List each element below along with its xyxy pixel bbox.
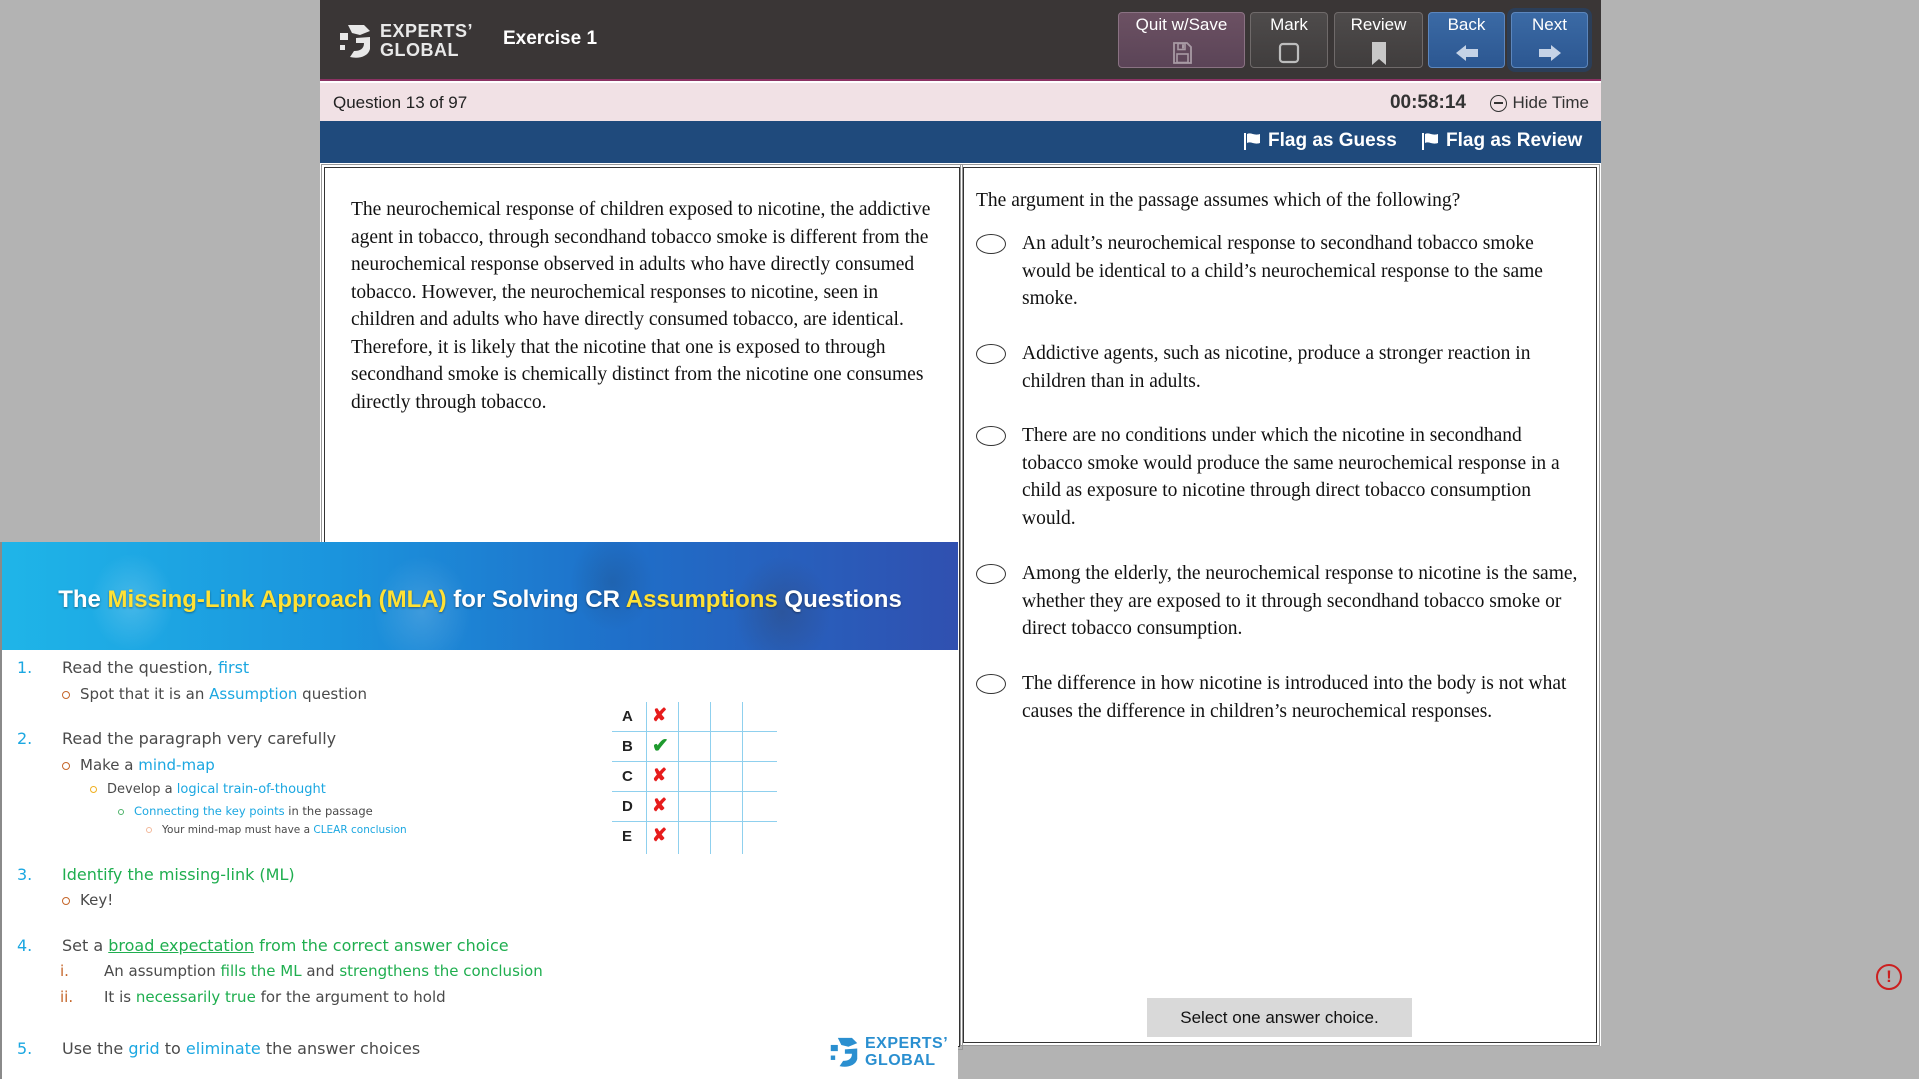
choice-text: An adult’s neurochemical response to secondhand tobacco smoke would be identical to a child’s neurochemical response to the same smoke.	[1022, 233, 1543, 309]
grid-row-e: E ✘	[622, 825, 668, 845]
logo-mark-icon	[338, 21, 372, 61]
radio-button[interactable]	[976, 344, 1006, 364]
hide-time-button[interactable]	[1490, 93, 1589, 113]
step-2-sub-1: Make a mind-map	[62, 756, 215, 774]
flag-icon	[1243, 132, 1261, 150]
timer: 00:58:14	[1389, 92, 1466, 113]
logo-mark-icon	[829, 1034, 859, 1070]
step-4-ii: ii. It is necessarily true for the argument to hold	[60, 988, 446, 1006]
back-label: Back	[1447, 15, 1486, 34]
floppy-disk-icon	[1170, 41, 1194, 65]
minus-circle-icon	[1490, 95, 1507, 112]
answer-choice-c[interactable]	[976, 422, 1586, 532]
checkbox-empty-icon	[1277, 41, 1301, 65]
step-2-sub-2: Develop a logical train-of-thought	[90, 782, 326, 797]
logo-line-1: EXPERTS’	[380, 21, 474, 41]
x-mark-icon: ✘	[652, 795, 668, 815]
select-one-hint: Select one answer choice.	[1147, 998, 1412, 1037]
slide-title: The Missing-Link Approach (MLA) for Solving CR Assumptions Questions	[58, 586, 902, 613]
flag-as-guess-label: Flag as Guess	[1268, 130, 1397, 151]
next-label: Next	[1532, 15, 1567, 34]
experts-global-logo	[338, 20, 473, 62]
radio-button[interactable]	[976, 234, 1006, 254]
next-button[interactable]	[1511, 12, 1588, 68]
choice-text: Addictive agents, such as nicotine, produce a stronger reaction in children than in adults.	[1022, 343, 1531, 392]
review-label: Review	[1350, 15, 1407, 34]
answer-choice-a[interactable]	[976, 230, 1586, 313]
flag-as-review-button[interactable]	[1421, 130, 1582, 152]
answer-choice-d[interactable]	[976, 560, 1586, 643]
bookmark-icon	[1367, 41, 1391, 65]
step-2-sub-4: Your mind-map must have a CLEAR conclusion	[146, 824, 407, 836]
grid-row-b: B ✔	[612, 732, 777, 762]
question-status-bar	[320, 83, 1601, 121]
quit-save-button[interactable]	[1118, 12, 1245, 68]
x-mark-icon: ✘	[652, 765, 668, 785]
arrow-left-icon	[1455, 41, 1479, 65]
elimination-grid	[612, 702, 777, 852]
quit-save-label: Quit w/Save	[1135, 15, 1228, 34]
choice-text: The difference in how nicotine is introduced into the body is not what causes the difference in children’s neurochemical responses.	[1022, 673, 1567, 722]
slide-banner	[2, 542, 958, 650]
logo-line-2: GLOBAL	[380, 40, 459, 60]
back-button[interactable]	[1428, 12, 1505, 68]
x-mark-icon: ✘	[652, 825, 668, 845]
radio-button[interactable]	[976, 564, 1006, 584]
alert-exclamation-icon[interactable]: !	[1876, 964, 1902, 990]
mark-button[interactable]	[1250, 12, 1328, 68]
exercise-title: Exercise 1	[503, 28, 598, 49]
answer-choice-b[interactable]	[976, 340, 1586, 395]
passage-text: The neurochemical response of children exposed to nicotine, the addictive agent in tobacco, through secondhand tobacco smoke is different from the neurochemical response observed in adults who have directly consumed tobacco. However, the neurochemical responses to nicotine, seen in children and adults who have directly consumed tobacco, are identical. Therefore, it is likely that the nicotine that one is exposed to through secondhand smoke is chemically distinct from the nicotine one consumes directly through tobacco.	[351, 199, 931, 413]
grid-row-d: D ✘	[612, 792, 777, 822]
mark-label: Mark	[1270, 15, 1308, 34]
radio-button[interactable]	[976, 674, 1006, 694]
step-4-i: i. An assumption fills the ML and strengthens the conclusion	[60, 962, 543, 980]
question-panel	[963, 167, 1597, 1043]
arrow-right-icon	[1538, 41, 1562, 65]
slide-experts-global-logo: EXPERTS’ GLOBAL	[829, 1034, 948, 1070]
grid-row-a: A ✘	[612, 702, 777, 732]
check-mark-icon: ✔	[652, 735, 669, 757]
step-2-sub-3: Connecting the key points in the passage	[118, 804, 373, 818]
hide-time-label: Hide Time	[1512, 93, 1589, 112]
question-counter: Question 13 of 97	[333, 93, 468, 112]
lesson-slide-overlay: The Missing-Link Approach (MLA) for Solving CR Assumptions Questions 1. Read the question, first Spot that it is an Assumption question 2. Read the paragraph very carefully Make a mind-map Develop a logical train-of-thought Connecting the key points in the passage Your mind-map must have a CLEAR conclusion 3. Identify the missing-link (ML) Key! 4. Set a broad expectation from the correct answer choice i. An assumption fills the ML and strengthens the conclusion ii. It is necessarily true for the argument to hold 5. Use the grid to eliminate the answer choices A ✘ B ✔ C ✘ D ✘ E ✘ EXPERTS’ GLOBAL	[0, 542, 958, 1079]
answer-choice-e[interactable]	[976, 670, 1586, 725]
flag-as-guess-button[interactable]	[1243, 130, 1397, 152]
flag-as-review-label: Flag as Review	[1446, 130, 1583, 151]
question-stem: The argument in the passage assumes which of the following?	[976, 190, 1461, 211]
x-mark-icon: ✘	[652, 705, 668, 725]
step-1-sub: Spot that it is an Assumption question	[62, 685, 367, 703]
step-3-sub: Key!	[62, 891, 113, 909]
flag-bar	[320, 121, 1601, 163]
flag-icon	[1421, 132, 1439, 150]
top-toolbar	[320, 0, 1601, 81]
grid-row-c: C ✘	[612, 762, 777, 792]
review-button[interactable]	[1334, 12, 1423, 68]
radio-button[interactable]	[976, 426, 1006, 446]
choice-text: There are no conditions under which the nicotine in secondhand tobacco smoke would produce the same neurochemical response in a child as exposure to nicotine through direct tobacco consumption would.	[1022, 425, 1560, 529]
choice-text: Among the elderly, the neurochemical response to nicotine is the same, whether they are exposed to it through secondhand tobacco smoke or direct tobacco consumption.	[1022, 563, 1578, 639]
